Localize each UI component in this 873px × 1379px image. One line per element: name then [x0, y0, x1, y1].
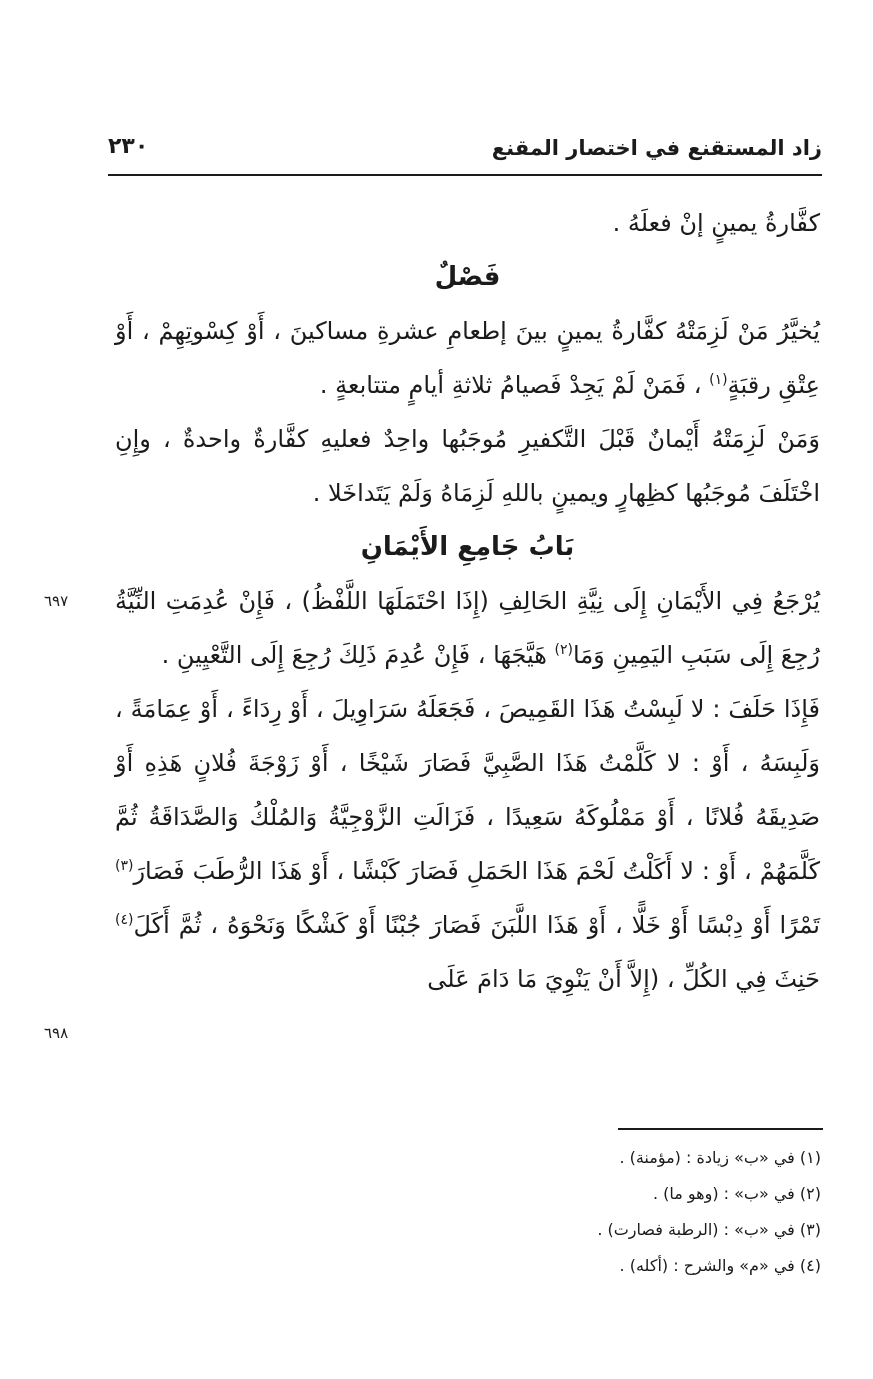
paragraph-multiple-oaths: وَمَنْ لَزِمَتْهُ أَيْمانٌ قَبْلَ التَّكفيرِ مُوجَبُها واحِدٌ فعليهِ كفَّارةٌ واحدةٌ ، وإِنِ اخْتَلَفَ مُوجَبُها كظِهارٍ ويمينٍ باللهِ لَزِمَاهُ وَلَمْ يَتَداخَلا . [115, 425, 820, 507]
text-run: هَيَّجَهَا ، فَإِنْ عُدِمَ ذَلِكَ رُجِعَ إِلَى التَّعْيِينِ . [161, 641, 555, 669]
book-title: زاد المستقنع في اختصار المقنع [491, 136, 822, 160]
page-number: ٢٣٠ [108, 134, 149, 159]
footnote-3: (٣) في «ب» : (الرطبة فصارت) . [597, 1220, 821, 1239]
footnote-4: (٤) في «م» والشرح : (أكله) . [619, 1256, 821, 1275]
footnote-ref-3: (٣) [115, 858, 134, 874]
paragraph-examples [115, 682, 820, 1006]
footnotes [300, 1140, 821, 1284]
footnote-separator [618, 1128, 823, 1130]
footnote-ref-4: (٤) [115, 912, 134, 928]
main-text [115, 196, 820, 1006]
text-run: ، فَمَنْ لَمْ يَجِدْ فَصيامُ ثلاثةِ أيامٍ متتابعةٍ . [319, 371, 710, 399]
footnote-2: (٢) في «ب» : (وهو ما) . [652, 1184, 821, 1203]
footnote-ref-1: (١) [709, 372, 728, 388]
text-run: حَنِثَ فِي الكُلِّ ، (إِلاَّ أَنْ يَنْوِيَ مَا دَامَ عَلَى [427, 965, 820, 993]
running-header [108, 130, 822, 176]
paragraph-continuation: كفَّارةُ يمينٍ إنْ فعلَهُ . [612, 209, 820, 237]
header-rule [108, 174, 822, 176]
paragraph-expiation-options [115, 304, 820, 412]
footnote-1: (١) في «ب» زيادة : (مؤمنة) . [619, 1148, 821, 1167]
text-run: يُرْجَعُ فِي الأَيْمَانِ إِلَى نِيَّةِ الحَالِفِ (إِذَا احْتَمَلَهَا اللَّفْظُ) ، فَإِنْ عُدِمَتِ النِّيَّةُ رُجِعَ إِلَى سَبَبِ اليَمِينِ وَمَا [115, 587, 820, 669]
text-run: تَمْرًا أَوْ دِبْسًا أَوْ خَلًّا ، أَوْ هَذَا اللَّبَنَ فَصَارَ جُبْنًا أَوْ كَشْكًا وَنَحْوَهُ ، ثُمَّ أَكَلَ [133, 911, 820, 939]
margin-number: ٦٩٨ [44, 1024, 69, 1042]
margin-number: ٦٩٧ [44, 592, 69, 610]
paragraph-intention [115, 574, 820, 682]
text-run: يُخيَّرُ مَنْ لَزِمَتْهُ كفَّارةُ يمينٍ بينَ إطعامِ عشرةِ مساكينَ ، أَوْ كِسْوتِهِمْ ، أَوْ عِتْقِ رقبَةٍ [115, 317, 820, 399]
chapter-heading-oaths: بَابُ جَامِعِ الأَيْمَانِ [360, 532, 575, 562]
footnote-ref-2: (٢) [554, 642, 574, 658]
text-run: فَإِذَا حَلَفَ : لا لَبِسْتُ هَذَا القَمِيصَ ، فَجَعَلَهُ سَرَاوِيلَ ، أَوْ رِدَاءً ، أَوْ عِمَامَةً ، وَلَبِسَهُ ، أَوْ : لا كَلَّمْتُ هَذَا الصَّبِيَّ فَصَارَ شَيْخًا ، أَوْ زَوْجَةَ فُلانٍ هَذِهِ أَوْ صَدِيقَهُ فُلانًا ، أَوْ مَمْلُوكَهُ سَعِيدًا ، فَزَالَتِ الزَّوْجِيَّةُ وَالمُلْكُ وَالصَّدَاقَةُ ثُمَّ كَلَّمَهُمْ ، أَوْ : لا أَكَلْتُ لَحْمَ هَذَا الحَمَلِ فَصَارَ كَبْشًا ، أَوْ هَذَا الرُّطَبَ فَصَارَ [115, 695, 820, 885]
section-heading-fasl: فَصْلٌ [434, 262, 501, 292]
